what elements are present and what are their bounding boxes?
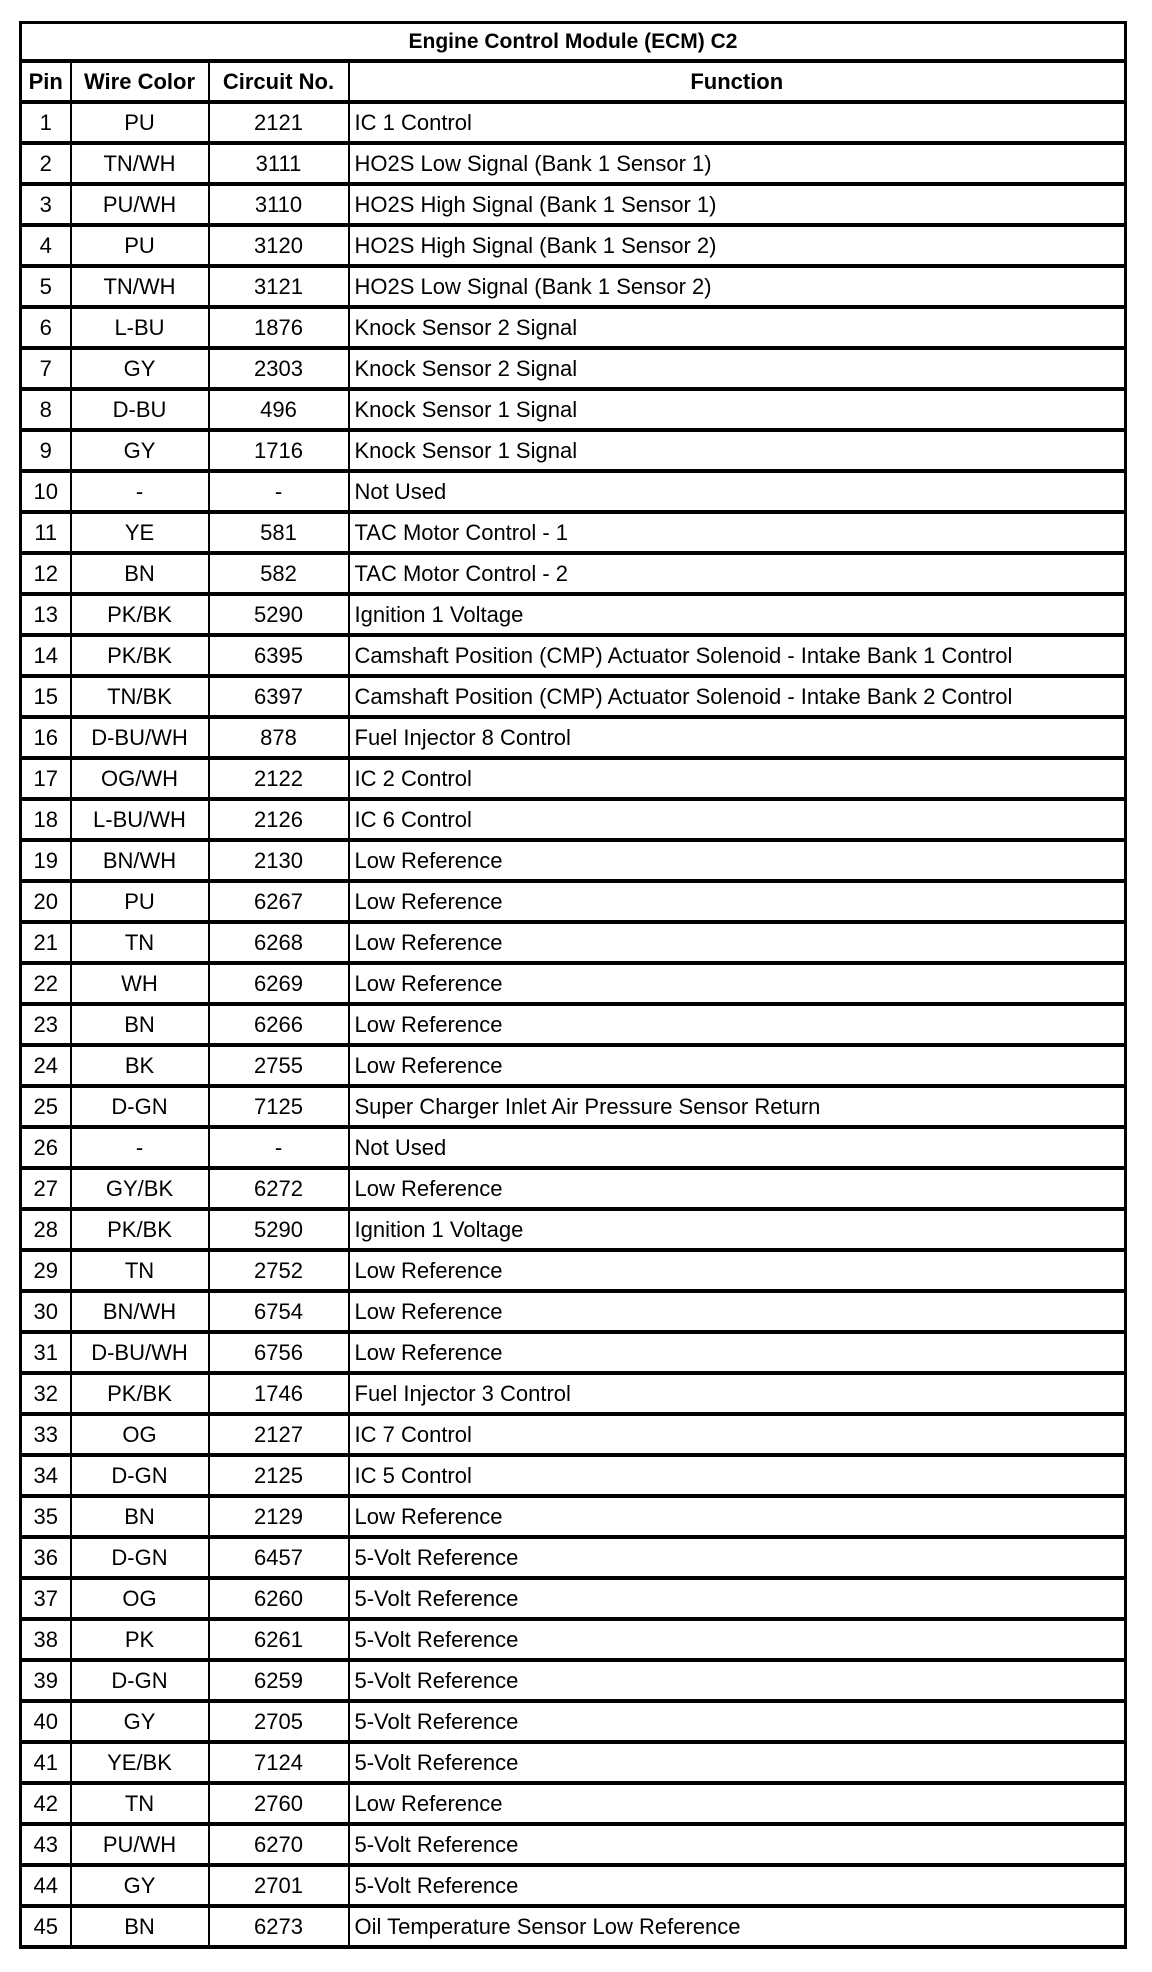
table-row xyxy=(21,922,1126,963)
circuit-no-cell: 6260 xyxy=(209,1578,349,1619)
circuit-no-cell: 2130 xyxy=(209,840,349,881)
circuit-no-cell: 6267 xyxy=(209,881,349,922)
header-pin: Pin xyxy=(21,61,71,102)
wire-color-cell: BN/WH xyxy=(71,840,209,881)
circuit-no-cell: 3121 xyxy=(209,266,349,307)
table-row xyxy=(21,1742,1126,1783)
pin-cell: 7 xyxy=(21,348,71,389)
pin-cell: 16 xyxy=(21,717,71,758)
pin-cell: 23 xyxy=(21,1004,71,1045)
table-row xyxy=(21,1004,1126,1045)
function-cell: Not Used xyxy=(349,1127,1126,1168)
function-cell: Low Reference xyxy=(349,1045,1126,1086)
table-row xyxy=(21,512,1126,553)
pin-cell: 27 xyxy=(21,1168,71,1209)
circuit-no-cell: 3111 xyxy=(209,143,349,184)
wire-color-cell: TN/WH xyxy=(71,143,209,184)
function-cell: HO2S Low Signal (Bank 1 Sensor 1) xyxy=(349,143,1126,184)
function-cell: Fuel Injector 3 Control xyxy=(349,1373,1126,1414)
table-row xyxy=(21,1250,1126,1291)
pin-cell: 18 xyxy=(21,799,71,840)
pin-cell: 1 xyxy=(21,102,71,143)
table-row xyxy=(21,1496,1126,1537)
wire-color-cell: GY xyxy=(71,1701,209,1742)
circuit-no-cell: 582 xyxy=(209,553,349,594)
circuit-no-cell: 2121 xyxy=(209,102,349,143)
function-cell: 5-Volt Reference xyxy=(349,1660,1126,1701)
circuit-no-cell: 1746 xyxy=(209,1373,349,1414)
wire-color-cell: D-GN xyxy=(71,1660,209,1701)
circuit-no-cell: 5290 xyxy=(209,594,349,635)
table-row xyxy=(21,143,1126,184)
wire-color-cell: D-GN xyxy=(71,1455,209,1496)
pin-cell: 4 xyxy=(21,225,71,266)
circuit-no-cell: 6261 xyxy=(209,1619,349,1660)
pin-cell: 30 xyxy=(21,1291,71,1332)
circuit-no-cell: 7125 xyxy=(209,1086,349,1127)
circuit-no-cell: 2125 xyxy=(209,1455,349,1496)
pin-cell: 25 xyxy=(21,1086,71,1127)
function-cell: Fuel Injector 8 Control xyxy=(349,717,1126,758)
pin-cell: 14 xyxy=(21,635,71,676)
circuit-no-cell: 2129 xyxy=(209,1496,349,1537)
function-cell: IC 5 Control xyxy=(349,1455,1126,1496)
wire-color-cell: BN xyxy=(71,1496,209,1537)
circuit-no-cell: 6272 xyxy=(209,1168,349,1209)
pin-cell: 34 xyxy=(21,1455,71,1496)
wire-color-cell: D-BU/WH xyxy=(71,1332,209,1373)
pin-cell: 37 xyxy=(21,1578,71,1619)
table-row xyxy=(21,389,1126,430)
table-row xyxy=(21,1209,1126,1250)
header-row xyxy=(21,61,1126,102)
wire-color-cell: OG/WH xyxy=(71,758,209,799)
wire-color-cell: PK xyxy=(71,1619,209,1660)
table-row xyxy=(21,1373,1126,1414)
circuit-no-cell: - xyxy=(209,471,349,512)
pin-cell: 31 xyxy=(21,1332,71,1373)
wire-color-cell: GY xyxy=(71,430,209,471)
function-cell: 5-Volt Reference xyxy=(349,1701,1126,1742)
circuit-no-cell: 5290 xyxy=(209,1209,349,1250)
wire-color-cell: TN xyxy=(71,1783,209,1824)
table-row xyxy=(21,799,1126,840)
circuit-no-cell: 6270 xyxy=(209,1824,349,1865)
table-row xyxy=(21,1906,1126,1947)
pin-cell: 22 xyxy=(21,963,71,1004)
pin-cell: 19 xyxy=(21,840,71,881)
table-row xyxy=(21,676,1126,717)
wire-color-cell: PU xyxy=(71,102,209,143)
wire-color-cell: YE xyxy=(71,512,209,553)
table-row xyxy=(21,1865,1126,1906)
function-cell: IC 7 Control xyxy=(349,1414,1126,1455)
circuit-no-cell: 7124 xyxy=(209,1742,349,1783)
circuit-no-cell: 2760 xyxy=(209,1783,349,1824)
circuit-no-cell: 1716 xyxy=(209,430,349,471)
circuit-no-cell: 2303 xyxy=(209,348,349,389)
wire-color-cell: GY xyxy=(71,1865,209,1906)
wire-color-cell: PU/WH xyxy=(71,1824,209,1865)
pin-cell: 11 xyxy=(21,512,71,553)
circuit-no-cell: 581 xyxy=(209,512,349,553)
table-row xyxy=(21,1619,1126,1660)
pin-cell: 29 xyxy=(21,1250,71,1291)
table-row xyxy=(21,1086,1126,1127)
pin-cell: 15 xyxy=(21,676,71,717)
function-cell: HO2S High Signal (Bank 1 Sensor 1) xyxy=(349,184,1126,225)
pin-cell: 8 xyxy=(21,389,71,430)
wire-color-cell: PU xyxy=(71,225,209,266)
function-cell: HO2S Low Signal (Bank 1 Sensor 2) xyxy=(349,266,1126,307)
wire-color-cell: PK/BK xyxy=(71,635,209,676)
function-cell: Low Reference xyxy=(349,1168,1126,1209)
pin-cell: 6 xyxy=(21,307,71,348)
function-cell: Low Reference xyxy=(349,963,1126,1004)
function-cell: 5-Volt Reference xyxy=(349,1578,1126,1619)
table-row xyxy=(21,881,1126,922)
wire-color-cell: L-BU/WH xyxy=(71,799,209,840)
function-cell: Low Reference xyxy=(349,1783,1126,1824)
circuit-no-cell: 2701 xyxy=(209,1865,349,1906)
function-cell: Camshaft Position (CMP) Actuator Solenoid - Intake Bank 2 Control xyxy=(349,676,1126,717)
circuit-no-cell: 2122 xyxy=(209,758,349,799)
wire-color-cell: PU/WH xyxy=(71,184,209,225)
function-cell: Low Reference xyxy=(349,1250,1126,1291)
table-row xyxy=(21,635,1126,676)
table-row xyxy=(21,1455,1126,1496)
circuit-no-cell: 2752 xyxy=(209,1250,349,1291)
function-cell: Low Reference xyxy=(349,840,1126,881)
circuit-no-cell: 6754 xyxy=(209,1291,349,1332)
function-cell: Super Charger Inlet Air Pressure Sensor Return xyxy=(349,1086,1126,1127)
function-cell: Oil Temperature Sensor Low Reference xyxy=(349,1906,1126,1947)
pinout-table xyxy=(19,21,1127,1949)
wire-color-cell: D-BU xyxy=(71,389,209,430)
pin-cell: 36 xyxy=(21,1537,71,1578)
circuit-no-cell: 6756 xyxy=(209,1332,349,1373)
pin-cell: 35 xyxy=(21,1496,71,1537)
table-row xyxy=(21,1701,1126,1742)
function-cell: 5-Volt Reference xyxy=(349,1742,1126,1783)
pin-cell: 2 xyxy=(21,143,71,184)
pin-cell: 38 xyxy=(21,1619,71,1660)
circuit-no-cell: 6457 xyxy=(209,1537,349,1578)
function-cell: 5-Volt Reference xyxy=(349,1865,1126,1906)
function-cell: 5-Volt Reference xyxy=(349,1537,1126,1578)
function-cell: Low Reference xyxy=(349,1332,1126,1373)
table-row xyxy=(21,184,1126,225)
header-circuit-no: Circuit No. xyxy=(209,61,349,102)
pin-cell: 12 xyxy=(21,553,71,594)
circuit-no-cell: 496 xyxy=(209,389,349,430)
circuit-no-cell: 6269 xyxy=(209,963,349,1004)
function-cell: Ignition 1 Voltage xyxy=(349,594,1126,635)
function-cell: Low Reference xyxy=(349,1496,1126,1537)
pin-cell: 24 xyxy=(21,1045,71,1086)
wire-color-cell: TN xyxy=(71,1250,209,1291)
pin-cell: 33 xyxy=(21,1414,71,1455)
function-cell: IC 1 Control xyxy=(349,102,1126,143)
pin-cell: 28 xyxy=(21,1209,71,1250)
wire-color-cell: GY xyxy=(71,348,209,389)
table-row xyxy=(21,717,1126,758)
header-wire-color: Wire Color xyxy=(71,61,209,102)
table-row xyxy=(21,758,1126,799)
wire-color-cell: PK/BK xyxy=(71,594,209,635)
function-cell: 5-Volt Reference xyxy=(349,1619,1126,1660)
function-cell: Ignition 1 Voltage xyxy=(349,1209,1126,1250)
wire-color-cell: TN xyxy=(71,922,209,963)
table-row xyxy=(21,1291,1126,1332)
table-row xyxy=(21,1414,1126,1455)
wire-color-cell: WH xyxy=(71,963,209,1004)
pin-cell: 20 xyxy=(21,881,71,922)
table-row xyxy=(21,553,1126,594)
wire-color-cell: D-GN xyxy=(71,1537,209,1578)
pin-cell: 17 xyxy=(21,758,71,799)
pin-cell: 26 xyxy=(21,1127,71,1168)
wire-color-cell: - xyxy=(71,471,209,512)
table-row xyxy=(21,1168,1126,1209)
wire-color-cell: YE/BK xyxy=(71,1742,209,1783)
table-row xyxy=(21,963,1126,1004)
circuit-no-cell: 3110 xyxy=(209,184,349,225)
wire-color-cell: PU xyxy=(71,881,209,922)
wire-color-cell: PK/BK xyxy=(71,1209,209,1250)
wire-color-cell: GY/BK xyxy=(71,1168,209,1209)
circuit-no-cell: 1876 xyxy=(209,307,349,348)
pin-cell: 44 xyxy=(21,1865,71,1906)
function-cell: Low Reference xyxy=(349,922,1126,963)
table-row xyxy=(21,102,1126,143)
pin-cell: 39 xyxy=(21,1660,71,1701)
table-title: Engine Control Module (ECM) C2 xyxy=(21,23,1126,62)
wire-color-cell: D-GN xyxy=(71,1086,209,1127)
circuit-no-cell: 6273 xyxy=(209,1906,349,1947)
table-row xyxy=(21,266,1126,307)
function-cell: IC 2 Control xyxy=(349,758,1126,799)
function-cell: Not Used xyxy=(349,471,1126,512)
circuit-no-cell: 3120 xyxy=(209,225,349,266)
table-row xyxy=(21,1783,1126,1824)
pin-cell: 42 xyxy=(21,1783,71,1824)
wire-color-cell: OG xyxy=(71,1578,209,1619)
wire-color-cell: D-BU/WH xyxy=(71,717,209,758)
pin-cell: 43 xyxy=(21,1824,71,1865)
function-cell: HO2S High Signal (Bank 1 Sensor 2) xyxy=(349,225,1126,266)
function-cell: Camshaft Position (CMP) Actuator Solenoid - Intake Bank 1 Control xyxy=(349,635,1126,676)
function-cell: TAC Motor Control - 1 xyxy=(349,512,1126,553)
wire-color-cell: BN/WH xyxy=(71,1291,209,1332)
wire-color-cell: BN xyxy=(71,1004,209,1045)
function-cell: Low Reference xyxy=(349,1004,1126,1045)
wire-color-cell: TN/BK xyxy=(71,676,209,717)
pin-cell: 10 xyxy=(21,471,71,512)
circuit-no-cell: 2127 xyxy=(209,1414,349,1455)
function-cell: IC 6 Control xyxy=(349,799,1126,840)
circuit-no-cell: 6397 xyxy=(209,676,349,717)
table-row xyxy=(21,1332,1126,1373)
table-row xyxy=(21,594,1126,635)
table-row xyxy=(21,1824,1126,1865)
circuit-no-cell: 2755 xyxy=(209,1045,349,1086)
table-row xyxy=(21,307,1126,348)
table-row xyxy=(21,1578,1126,1619)
pin-cell: 9 xyxy=(21,430,71,471)
pin-cell: 32 xyxy=(21,1373,71,1414)
table-row xyxy=(21,348,1126,389)
pin-cell: 41 xyxy=(21,1742,71,1783)
function-cell: 5-Volt Reference xyxy=(349,1824,1126,1865)
circuit-no-cell: 6268 xyxy=(209,922,349,963)
circuit-no-cell: 878 xyxy=(209,717,349,758)
circuit-no-cell: 6259 xyxy=(209,1660,349,1701)
table-row xyxy=(21,1045,1126,1086)
function-cell: Low Reference xyxy=(349,1291,1126,1332)
table-row xyxy=(21,1127,1126,1168)
table-row xyxy=(21,1537,1126,1578)
function-cell: Knock Sensor 1 Signal xyxy=(349,389,1126,430)
pin-cell: 3 xyxy=(21,184,71,225)
circuit-no-cell: 2705 xyxy=(209,1701,349,1742)
table-row xyxy=(21,1660,1126,1701)
wire-color-cell: TN/WH xyxy=(71,266,209,307)
table-row xyxy=(21,471,1126,512)
wire-color-cell: PK/BK xyxy=(71,1373,209,1414)
wire-color-cell: OG xyxy=(71,1414,209,1455)
pin-cell: 5 xyxy=(21,266,71,307)
wire-color-cell: - xyxy=(71,1127,209,1168)
function-cell: Knock Sensor 2 Signal xyxy=(349,348,1126,389)
pin-cell: 45 xyxy=(21,1906,71,1947)
table-row xyxy=(21,840,1126,881)
pin-cell: 13 xyxy=(21,594,71,635)
table-row xyxy=(21,430,1126,471)
circuit-no-cell: 6266 xyxy=(209,1004,349,1045)
circuit-no-cell: - xyxy=(209,1127,349,1168)
circuit-no-cell: 2126 xyxy=(209,799,349,840)
table-row xyxy=(21,225,1126,266)
wire-color-cell: L-BU xyxy=(71,307,209,348)
pin-cell: 40 xyxy=(21,1701,71,1742)
pin-cell: 21 xyxy=(21,922,71,963)
function-cell: Knock Sensor 1 Signal xyxy=(349,430,1126,471)
function-cell: Knock Sensor 2 Signal xyxy=(349,307,1126,348)
wire-color-cell: BN xyxy=(71,1906,209,1947)
circuit-no-cell: 6395 xyxy=(209,635,349,676)
wire-color-cell: BK xyxy=(71,1045,209,1086)
header-function: Function xyxy=(349,61,1126,102)
function-cell: TAC Motor Control - 2 xyxy=(349,553,1126,594)
wire-color-cell: BN xyxy=(71,553,209,594)
function-cell: Low Reference xyxy=(349,881,1126,922)
